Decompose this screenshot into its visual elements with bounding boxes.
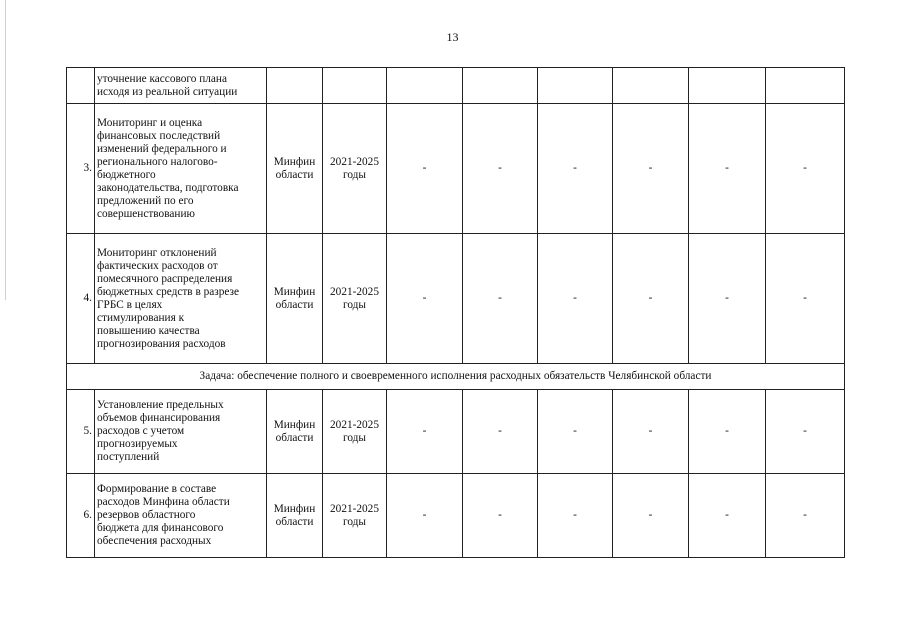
value-cell: -: [387, 104, 463, 234]
page-number: 13: [446, 30, 459, 44]
value-cell: [689, 68, 766, 104]
task-heading-row: [67, 364, 845, 390]
measure-description: Мониторинг отклонений фактических расходов от помесячного распределения бюджетных средств в разрезе ГРБС в целях стимулирования к повышению качества прогнозирования расходов: [95, 234, 267, 364]
period-cell: 2021-2025 годы: [323, 104, 387, 234]
value-cell: -: [766, 104, 845, 234]
table-row: [67, 234, 845, 364]
value-cell: -: [766, 390, 845, 474]
measure-description: Установление предельных объемов финансирования расходов с учетом прогнозируемых поступлений: [95, 390, 267, 474]
value-cell: -: [689, 104, 766, 234]
value-cell: -: [766, 474, 845, 558]
value-cell: -: [387, 474, 463, 558]
value-cell: [613, 68, 689, 104]
row-number: 4.: [67, 234, 95, 364]
value-cell: -: [538, 474, 613, 558]
row-number: 3.: [67, 104, 95, 234]
value-cell: -: [463, 390, 538, 474]
value-cell: -: [613, 390, 689, 474]
period-cell: 2021-2025 годы: [323, 390, 387, 474]
row-number-cell: [67, 68, 95, 104]
table-row-continuation: [67, 68, 845, 104]
measure-description: уточнение кассового плана исходя из реальной ситуации: [95, 68, 267, 104]
value-cell: -: [689, 474, 766, 558]
period-cell: 2021-2025 годы: [323, 474, 387, 558]
period-cell: [323, 68, 387, 104]
value-cell: -: [387, 234, 463, 364]
table-row: [67, 390, 845, 474]
value-cell: -: [689, 390, 766, 474]
value-cell: -: [613, 104, 689, 234]
table-row: [67, 474, 845, 558]
period-cell: 2021-2025 годы: [323, 234, 387, 364]
measure-description: Мониторинг и оценка финансовых последствий изменений федерального и регионального налогово- бюджетного законодательства, подготовка предложений по его совершенствованию: [95, 104, 267, 234]
binding-edge-line: [5, 0, 6, 300]
value-cell: [538, 68, 613, 104]
value-cell: -: [613, 234, 689, 364]
value-cell: -: [538, 234, 613, 364]
value-cell: -: [387, 390, 463, 474]
row-number: 6.: [67, 474, 95, 558]
task-heading: Задача: обеспечение полного и своевременного исполнения расходных обязательств Челябинской области: [67, 364, 845, 390]
table-row: [67, 104, 845, 234]
row-number: 5.: [67, 390, 95, 474]
executor-cell: Минфин области: [267, 234, 323, 364]
table-body: [67, 68, 845, 558]
value-cell: -: [538, 104, 613, 234]
value-cell: -: [766, 234, 845, 364]
value-cell: -: [463, 234, 538, 364]
value-cell: -: [689, 234, 766, 364]
value-cell: -: [463, 474, 538, 558]
executor-cell: [267, 68, 323, 104]
value-cell: -: [613, 474, 689, 558]
value-cell: -: [538, 390, 613, 474]
value-cell: [387, 68, 463, 104]
value-cell: [463, 68, 538, 104]
executor-cell: Минфин области: [267, 474, 323, 558]
value-cell: [766, 68, 845, 104]
executor-cell: Минфин области: [267, 104, 323, 234]
value-cell: -: [463, 104, 538, 234]
measure-description: Формирование в составе расходов Минфина области резервов областного бюджета для финансового обеспечения расходных: [95, 474, 267, 558]
measures-table: [66, 67, 845, 558]
executor-cell: Минфин области: [267, 390, 323, 474]
